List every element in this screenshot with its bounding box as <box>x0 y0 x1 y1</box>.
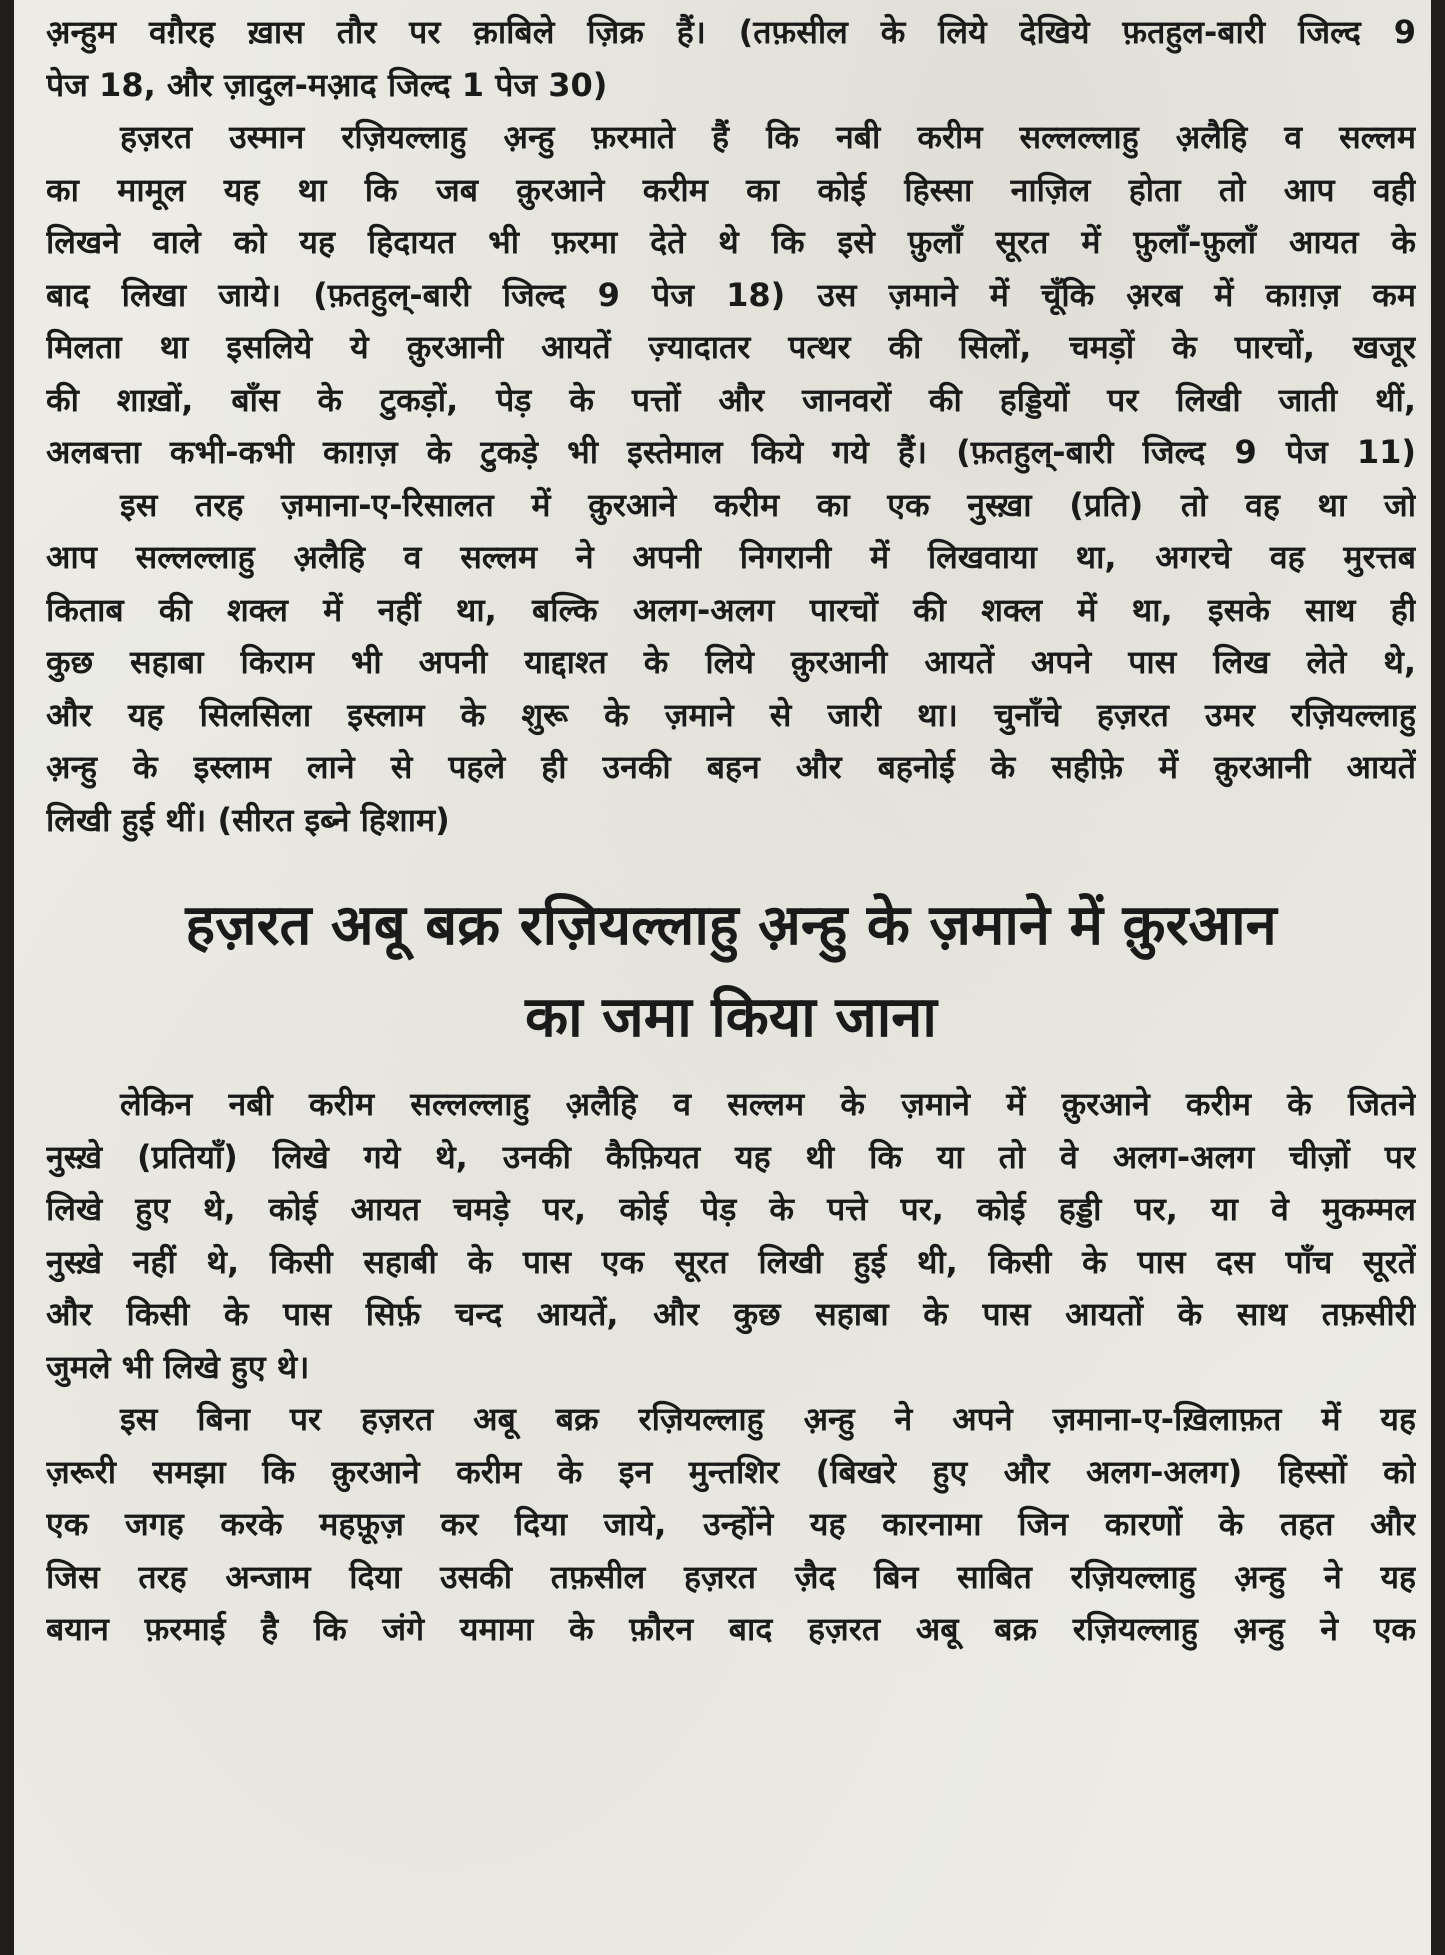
text-line: अ़न्हुम वग़ैरह ख़ास तौर पर क़ाबिले ज़िक्र हैं। (तफ़सील के लिये देखिये फ़तहुल-बारी जिल्द 9 <box>46 13 1416 51</box>
document-page <box>46 6 1416 1656</box>
paragraph-1 <box>46 6 1416 111</box>
text-line: कुछ सहाबा किराम भी अपनी याद्दाश्त के लिये क़ुरआनी आयतें अपने पास लिख लेते थे, <box>46 643 1416 681</box>
text-line: जिस तरह अन्जाम दिया उसकी तफ़सील हज़रत ज़ैद बिन साबित रज़ियल्लाहु अ़न्हु ने यह <box>46 1557 1416 1596</box>
text-line: लिखने वाले को यह हिदायत भी फ़रमा देते थे कि इसे फ़ुलाँ सूरत में फ़ुलाँ-फ़ुलाँ आयत के <box>46 223 1416 261</box>
text-line: हज़रत उस्मान रज़ियल्लाहु अ़न्हु फ़रमाते हैं कि नबी करीम सल्लल्लाहु अ़लैहि व सल्लम <box>120 118 1416 156</box>
text-line: नुस्ख़े नहीं थे, किसी सहाबी के पास एक सूरत लिखी हुई थी, किसी के पास दस पाँच सूरतें <box>46 1242 1416 1281</box>
text-line: और यह सिलसिला इस्लाम के शुरू के ज़माने से जारी था। चुनाँचे हज़रत उमर रज़ियल्लाहु <box>46 695 1416 734</box>
text-line: पेज 18, और ज़ादुल-मआ़द जिल्द 1 पेज 30) <box>46 65 608 104</box>
heading-line-2: का जमा किया जाना <box>525 985 937 1050</box>
text-line: अ़न्हु के इस्लाम लाने से पहले ही उनकी बहन और बहनोई के सहीफ़े में क़ुरआनी आयतें <box>46 748 1416 786</box>
text-line: नुस्ख़े (प्रतियाँ) लिखे गये थे, उनकी कैफ़ियत यह थी कि या तो वे अलग-अलग चीज़ों पर <box>46 1137 1416 1176</box>
heading-line-1: हज़रत अबू बक्र रज़ियल्लाहु अ़न्हु के ज़माने में क़ुरआन <box>185 893 1277 958</box>
text-line: आप सल्लल्लाहु अ़लैहि व सल्लम ने अपनी निगरानी में लिखवाया था, अगरचे वह मुरत्तब <box>46 538 1416 576</box>
paragraph-3 <box>46 479 1416 847</box>
text-line: बयान फ़रमाई है कि जंगे यमामा के फ़ौरन बाद हज़रत अबू बक्र रज़ियल्लाहु अ़न्हु ने एक <box>46 1610 1416 1648</box>
section-heading <box>46 880 1416 1064</box>
text-line: लेकिन नबी करीम सल्लल्लाहु अ़लैहि व सल्लम के ज़माने में क़ुरआने करीम के जितने <box>120 1085 1416 1123</box>
text-line: बाद लिखा जाये। (फ़तहुल्-बारी जिल्द 9 पेज 18) उस ज़माने में चूँकि अ़रब में काग़ज़ कम <box>46 275 1416 314</box>
text-line: का मामूल यह था कि जब क़ुरआने करीम का कोई हिस्सा नाज़िल होता तो आप वही <box>46 170 1416 209</box>
text-line: एक जगह करके महफ़ूज़ कर दिया जाये, उन्होंने यह कारनामा जिन कारणों के तहत और <box>46 1505 1416 1543</box>
text-line: लिखी हुई थीं। (सीरत इब्ने हिशाम) <box>46 800 450 839</box>
text-line: मिलता था इसलिये ये क़ुरआनी आयतें ज़्यादातर पत्थर की सिलों, चमड़ों के पारचों, खजूर <box>46 328 1416 366</box>
text-line: इस तरह ज़माना-ए-रिसालत में क़ुरआने करीम का एक नुस्ख़ा (प्रति) तो वह था जो <box>120 485 1416 524</box>
text-line: अलबत्ता कभी-कभी काग़ज़ के टुकड़े भी इस्तेमाल किये गये हैं। (फ़तहुल्-बारी जिल्द 9 पेज 11) <box>46 433 1416 471</box>
text-line: ज़रूरी समझा कि क़ुरआने करीम के इन मुन्तशिर (बिखरे हुए और अलग-अलग) हिस्सों को <box>46 1452 1416 1491</box>
paragraph-5 <box>46 1393 1416 1656</box>
paragraph-4 <box>46 1078 1416 1393</box>
text-line: किताब की शक्ल में नहीं था, बल्कि अलग-अलग पारचों की शक्ल में था, इसके साथ ही <box>46 590 1416 629</box>
paragraph-2 <box>46 111 1416 479</box>
text-line: जुमले भी लिखे हुए थे। <box>46 1347 310 1386</box>
text-line: इस बिना पर हज़रत अबू बक्र रज़ियल्लाहु अ़न्हु ने अपने ज़माना-ए-ख़िलाफ़त में यह <box>120 1400 1416 1438</box>
text-line: और किसी के पास सिर्फ़ चन्द आयतें, और कुछ सहाबा के पास आयतों के साथ तफ़सीरी <box>46 1295 1416 1333</box>
text-line: लिखे हुए थे, कोई आयत चमड़े पर, कोई पेड़ के पत्ते पर, कोई हड्डी पर, या वे मुकम्मल <box>46 1190 1416 1228</box>
text-line: की शाख़ों, बाँस के टुकड़ों, पेड़ के पत्तों और जानवरों की हड्डियों पर लिखी जाती थीं, <box>46 380 1416 419</box>
